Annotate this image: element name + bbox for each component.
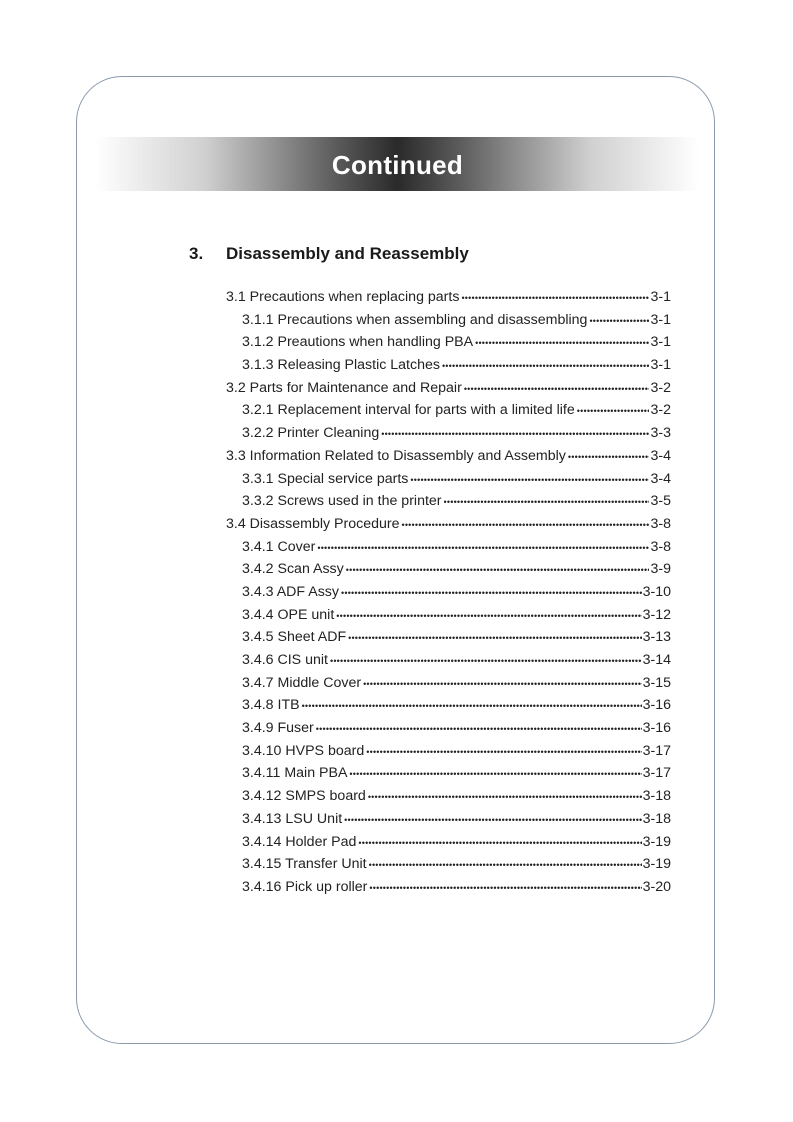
- toc-entry[interactable]: [226, 834, 671, 857]
- toc-dot-leader: [366, 747, 641, 757]
- toc-entry[interactable]: [226, 879, 671, 902]
- toc-entry-page: 3-19: [642, 856, 671, 873]
- toc-entry[interactable]: [226, 516, 671, 539]
- toc-entry[interactable]: [226, 743, 671, 766]
- toc-entry-label: 3.4.3 ADF Assy: [242, 583, 339, 600]
- toc-entry-label: 3.4 Disassembly Procedure: [226, 515, 400, 532]
- toc-entry-label: 3.4.4 OPE unit: [242, 606, 335, 623]
- toc-entry-page: 3-10: [642, 583, 671, 600]
- toc-dot-leader: [341, 588, 642, 598]
- toc-entry-page: 3-18: [642, 788, 671, 805]
- toc-entry-label: 3.4.9 Fuser: [242, 720, 314, 737]
- toc-entry[interactable]: [226, 334, 671, 357]
- toc-entry-label: 3.4.15 Transfer Unit: [242, 856, 367, 873]
- toc-entry-page: 3-13: [642, 629, 671, 646]
- toc-dot-leader: [410, 475, 649, 485]
- section-banner: [96, 137, 699, 191]
- toc-dot-leader: [348, 633, 641, 643]
- toc-dot-leader: [358, 838, 641, 848]
- toc-entry-label: 3.4.5 Sheet ADF: [242, 629, 347, 646]
- toc-entry-page: 3-3: [650, 425, 671, 442]
- toc-entry[interactable]: [226, 425, 671, 448]
- toc-entry-label: 3.4.14 Holder Pad: [242, 833, 357, 850]
- toc-entry[interactable]: [226, 720, 671, 743]
- toc-dot-leader: [349, 769, 641, 779]
- toc-entry-label: 3.2 Parts for Maintenance and Repair: [226, 379, 462, 396]
- toc-entry[interactable]: [226, 856, 671, 879]
- toc-dot-leader: [336, 611, 641, 621]
- toc-entry[interactable]: [226, 652, 671, 675]
- toc-entry-label: 3.4.2 Scan Assy: [242, 561, 344, 578]
- toc-dot-leader: [369, 860, 642, 870]
- toc-dot-leader: [330, 656, 642, 666]
- toc-entry-label: 3.3.1 Special service parts: [242, 470, 409, 487]
- table-of-contents: [226, 289, 671, 902]
- toc-entry-page: 3-2: [650, 402, 671, 419]
- toc-entry[interactable]: [226, 289, 671, 312]
- toc-dot-leader: [568, 452, 650, 462]
- toc-entry-label: 3.1.3 Releasing Plastic Latches: [242, 357, 440, 374]
- toc-entry-page: 3-17: [642, 742, 671, 759]
- toc-entry-page: 3-16: [642, 720, 671, 737]
- toc-entry-page: 3-9: [650, 561, 671, 578]
- toc-entry[interactable]: [226, 357, 671, 380]
- toc-entry[interactable]: [226, 675, 671, 698]
- toc-entry-label: 3.2.1 Replacement interval for parts with a limited life: [242, 402, 575, 419]
- toc-entry[interactable]: [226, 697, 671, 720]
- toc-dot-leader: [464, 384, 650, 394]
- toc-entry-label: 3.4.10 HVPS board: [242, 742, 365, 759]
- toc-dot-leader: [317, 543, 649, 553]
- toc-dot-leader: [442, 361, 650, 371]
- toc-entry-label: 3.2.2 Printer Cleaning: [242, 425, 380, 442]
- chapter-heading: [189, 244, 469, 264]
- toc-entry[interactable]: [226, 788, 671, 811]
- toc-entry[interactable]: [226, 584, 671, 607]
- toc-entry-page: 3-14: [642, 652, 671, 668]
- toc-dot-leader: [344, 815, 641, 825]
- toc-entry-page: 3-15: [642, 674, 671, 691]
- toc-entry-label: 3.4.13 LSU Unit: [242, 810, 343, 827]
- toc-dot-leader: [369, 883, 641, 893]
- toc-entry-page: 3-4: [650, 470, 671, 487]
- toc-entry-page: 3-1: [650, 289, 671, 305]
- toc-entry[interactable]: [226, 402, 671, 425]
- toc-entry-page: 3-18: [642, 810, 671, 827]
- toc-dot-leader: [302, 701, 642, 711]
- toc-entry-page: 3-2: [650, 379, 671, 396]
- toc-entry-label: 3.4.11 Main PBA: [242, 765, 348, 782]
- toc-entry[interactable]: [226, 493, 671, 516]
- banner-title: Continued: [331, 150, 464, 180]
- toc-dot-leader: [363, 679, 642, 689]
- toc-dot-leader: [461, 293, 649, 303]
- toc-entry[interactable]: [226, 811, 671, 834]
- toc-entry-label: 3.3 Information Related to Disassembly and Assembly: [226, 447, 566, 464]
- toc-entry-page: 3-5: [650, 493, 671, 510]
- toc-entry-label: 3.4.6 CIS unit: [242, 652, 328, 668]
- toc-entry-label: 3.4.1 Cover: [242, 538, 316, 555]
- toc-entry[interactable]: [226, 312, 671, 335]
- toc-dot-leader: [475, 338, 649, 348]
- toc-entry-label: 3.1.1 Precautions when assembling and disassembling: [242, 311, 588, 328]
- toc-entry-page: 3-1: [650, 357, 671, 374]
- toc-entry-page: 3-1: [650, 311, 671, 328]
- toc-dot-leader: [401, 520, 649, 530]
- chapter-title: Disassembly and Reassembly: [226, 244, 469, 263]
- toc-entry[interactable]: [226, 471, 671, 494]
- toc-entry-page: 3-8: [650, 538, 671, 555]
- toc-entry[interactable]: [226, 380, 671, 403]
- toc-entry-label: 3.4.12 SMPS board: [242, 788, 366, 805]
- toc-entry-label: 3.4.7 Middle Cover: [242, 674, 362, 691]
- toc-entry-label: 3.1.2 Preautions when handling PBA: [242, 334, 474, 351]
- toc-entry[interactable]: [226, 561, 671, 584]
- toc-entry[interactable]: [226, 448, 671, 471]
- toc-entry-label: 3.4.16 Pick up roller: [242, 878, 368, 895]
- toc-entry-page: 3-12: [642, 606, 671, 623]
- toc-entry-page: 3-16: [642, 697, 671, 714]
- toc-entry-page: 3-20: [642, 878, 671, 895]
- toc-dot-leader: [577, 406, 650, 416]
- toc-entry[interactable]: [226, 765, 671, 788]
- toc-entry-page: 3-1: [650, 334, 671, 351]
- toc-entry-label: 3.1 Precautions when replacing parts: [226, 289, 460, 305]
- toc-dot-leader: [381, 429, 649, 439]
- chapter-number: 3.: [189, 244, 204, 263]
- toc-entry[interactable]: [226, 539, 671, 562]
- toc-dot-leader: [589, 316, 649, 326]
- toc-entry-page: 3-4: [650, 447, 671, 464]
- toc-dot-leader: [346, 565, 650, 575]
- toc-entry-page: 3-8: [650, 515, 671, 532]
- toc-dot-leader: [368, 792, 642, 802]
- toc-entry-page: 3-19: [642, 833, 671, 850]
- toc-dot-leader: [444, 497, 650, 507]
- toc-entry[interactable]: [226, 607, 671, 630]
- toc-dot-leader: [316, 724, 642, 734]
- toc-entry[interactable]: [226, 629, 671, 652]
- toc-entry-label: 3.3.2 Screws used in the printer: [242, 493, 442, 510]
- toc-entry-page: 3-17: [642, 765, 671, 782]
- toc-entry-label: 3.4.8 ITB: [242, 697, 300, 714]
